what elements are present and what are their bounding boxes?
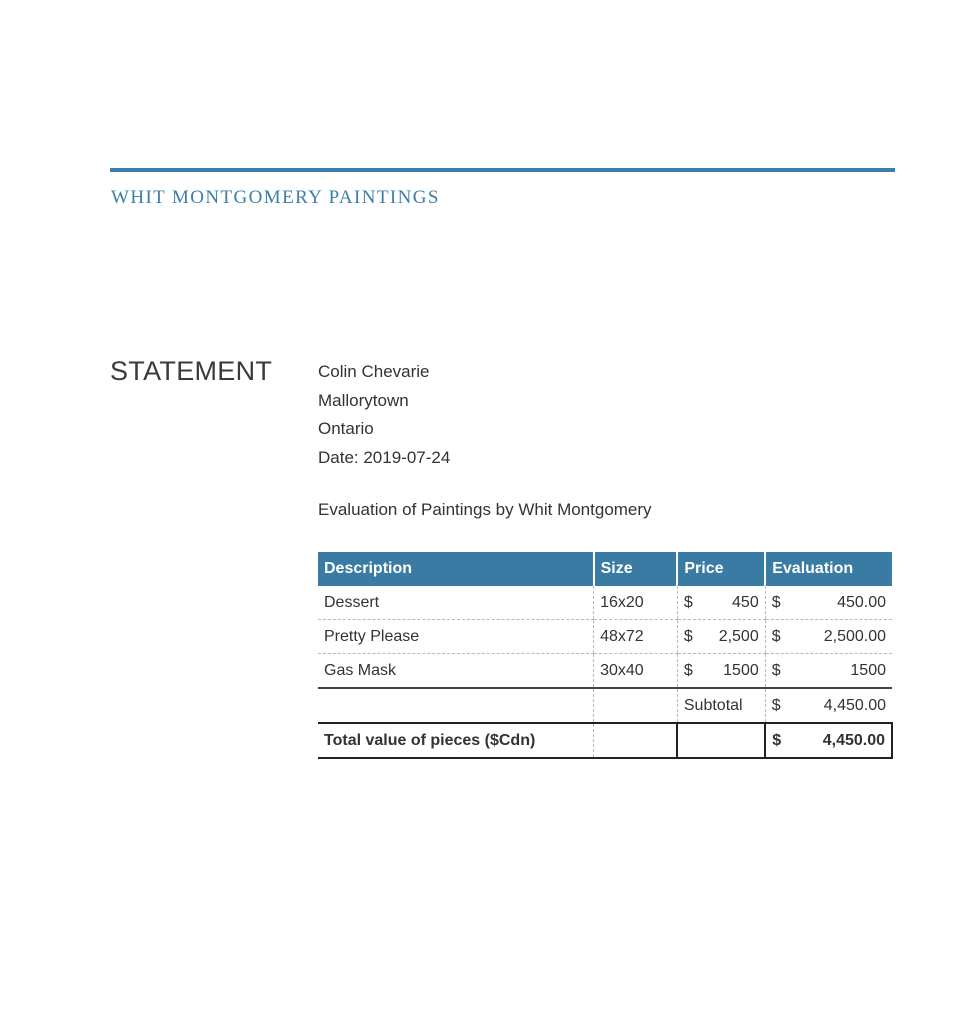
row-description: Dessert [318,586,594,620]
table-row [318,620,892,654]
recipient-province: Ontario [318,419,374,438]
table-row [318,586,892,620]
subtotal-label: Subtotal [677,688,765,723]
evaluation-currency: $ [771,627,781,645]
row-size: 48x72 [594,620,678,654]
top-rule [110,168,895,172]
statement-title: STATEMENT [110,356,273,386]
row-price [677,654,765,689]
total-empty-size [594,723,678,758]
price-value: 2,500 [718,627,759,645]
company-name: WHIT MONTGOMERY PAINTINGS [111,187,440,208]
total-value: 4,450.00 [822,731,885,749]
evaluation-value: 1500 [850,661,886,679]
header-description: Description [318,552,594,586]
total-empty-price [677,723,765,758]
subtotal-currency: $ [771,696,781,714]
subtotal-value-cell [765,688,892,723]
evaluation-currency: $ [771,593,781,611]
row-description: Gas Mask [318,654,594,689]
subtotal-empty [318,688,594,723]
total-label: Total value of pieces ($Cdn) [318,723,594,758]
table-row [318,654,892,689]
recipient-address [318,358,450,472]
row-description: Pretty Please [318,620,594,654]
evaluation-table [318,552,893,759]
subtotal-empty-size [594,688,678,723]
row-price [677,586,765,620]
subtotal-row [318,688,892,723]
evaluation-value: 450.00 [837,593,886,611]
table-header-row [318,552,892,586]
header-evaluation: Evaluation [765,552,892,586]
evaluation-value: 2,500.00 [823,627,886,645]
row-size: 30x40 [594,654,678,689]
price-currency: $ [683,627,693,645]
total-value-cell [765,723,892,758]
statement-date: Date: 2019-07-24 [318,447,451,467]
evaluation-currency: $ [771,661,781,679]
subtotal-value: 4,450.00 [823,696,886,714]
row-evaluation [765,620,892,654]
row-evaluation [765,654,892,689]
row-evaluation [765,586,892,620]
row-size: 16x20 [594,586,678,620]
recipient-name: Colin Chevarie [318,362,430,381]
total-row [318,723,892,758]
header-price: Price [677,552,765,586]
price-value: 450 [732,593,759,611]
price-currency: $ [683,593,693,611]
row-price [677,620,765,654]
statement-subject: Evaluation of Paintings by Whit Montgomery [318,500,652,519]
price-currency: $ [683,661,693,679]
header-size: Size [594,552,678,586]
total-currency: $ [772,731,782,749]
recipient-city: Mallorytown [318,390,409,410]
price-value: 1500 [723,661,759,679]
